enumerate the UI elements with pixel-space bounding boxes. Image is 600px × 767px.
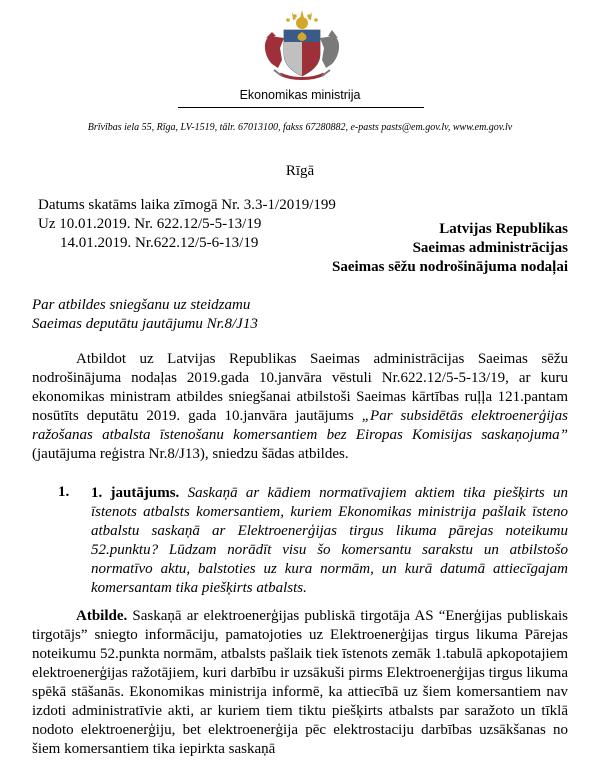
reference-line-3: 14.01.2019. Nr.622.12/5-6-13/19: [60, 235, 259, 251]
subject-line-1: Par atbildes sniegšanu uz steidzamu: [32, 297, 251, 313]
intro-question-title: „Par subsidētās elektroenerģijas ražošanas atbalsta īstenošanu komersantiem bez Eiropas Komisijas saskaņojuma”: [32, 408, 568, 443]
reference-line-2: Uz 10.01.2019. Nr. 622.12/5-5-13/19: [38, 216, 262, 232]
reference-line-1: Datums skatāms laika zīmogā Nr. 3.3-1/2019/199: [38, 197, 336, 213]
addressee-line-3: Saeimas sēžu nodrošinājuma nodaļai: [331, 259, 568, 275]
question-text: Saskaņā ar kādiem normatīvajiem aktiem tika piešķirts un īstenots atbalsts komersantiem, kuriem Ekonomikas ministrija pašlaik īsteno atbalstu saskaņā ar Elektroenerģijas tirgus likuma pārejas noteikumu 52.punktu? Lūdzam norādīt visu šo komersantu sarakstu un atbilstošo normatīvo aktu, balstoties uz kura normām, un kurā datumā attiecīgajam komersantam tika piešķirts atbalsts.: [91, 485, 568, 596]
city-label: Rīgā: [285, 163, 315, 179]
header-divider: [178, 107, 424, 108]
answer-label: Atbilde.: [76, 608, 128, 624]
ministry-name: Ekonomikas ministrija: [239, 88, 361, 102]
question-number: 1.: [58, 484, 70, 500]
question-label: 1. jautājums.: [91, 485, 180, 501]
intro-paragraph: [32, 350, 568, 464]
coat-of-arms-logo: [252, 8, 352, 84]
question-1: [75, 484, 568, 598]
addressee: [332, 220, 568, 277]
addressee-line-2: Saeimas administrācijas: [412, 240, 568, 256]
contact-line: Brīvības iela 55, Rīga, LV-1519, tālr. 67013100, fakss 67280882, e-pasts pasts@em.gov.lv, www.em.gov.lv: [87, 122, 513, 133]
answer-text: Saskaņā ar elektroenerģijas publiskā tirgotāja AS “Enerģijas publiskais tirgotājs” sniegto informāciju, pamatojoties uz Elektroenerģijas tirgus likuma Pārejas noteikumu 52.punkta normām, atbalsts pašlaik tiek īstenots zemāk 1.tabulā apkopotajiem elektroenerģijas ražotājiem, kuri darbību ir uzsākuši pirms Elektroenerģijas tirgus likuma spēkā stāšanās. Ekonomikas ministrija informē, ka attiecībā uz šiem komersantiem nav izdoti administratīvie akti, ar kuriem tiem tiktu piešķirts atbalsts par saražoto un tīklā nodoto elektroenerģiju, bet elektroenerģija pēc elektrostaciju darbības uzsākšanas no šiem komersantiem tika iepirkta saskaņā: [32, 608, 568, 757]
subject: [32, 296, 258, 334]
addressee-line-1: Latvijas Republikas: [439, 221, 568, 237]
subject-line-2: Saeimas deputātu jautājumu Nr.8/J13: [32, 316, 258, 332]
intro-text-after: (jautājuma reģistra Nr.8/J13), sniedzu šādas atbildes.: [32, 446, 349, 462]
intro-text-before: Atbildot uz Latvijas Republikas Saeimas administrācijas Saeimas sēžu nodrošinājuma nodaļas 2019.gada 10.janvāra vēstuli Nr.622.12/5-5-13/19, ar kuru ekonomikas ministram atbildes sniegšanai atbilstoši Saeimas kārtības ruļļa 121.pantam nosūtīts deputātu 2019. gada 10.janvāra jautājums: [32, 351, 568, 424]
answer-paragraph: [32, 607, 568, 759]
